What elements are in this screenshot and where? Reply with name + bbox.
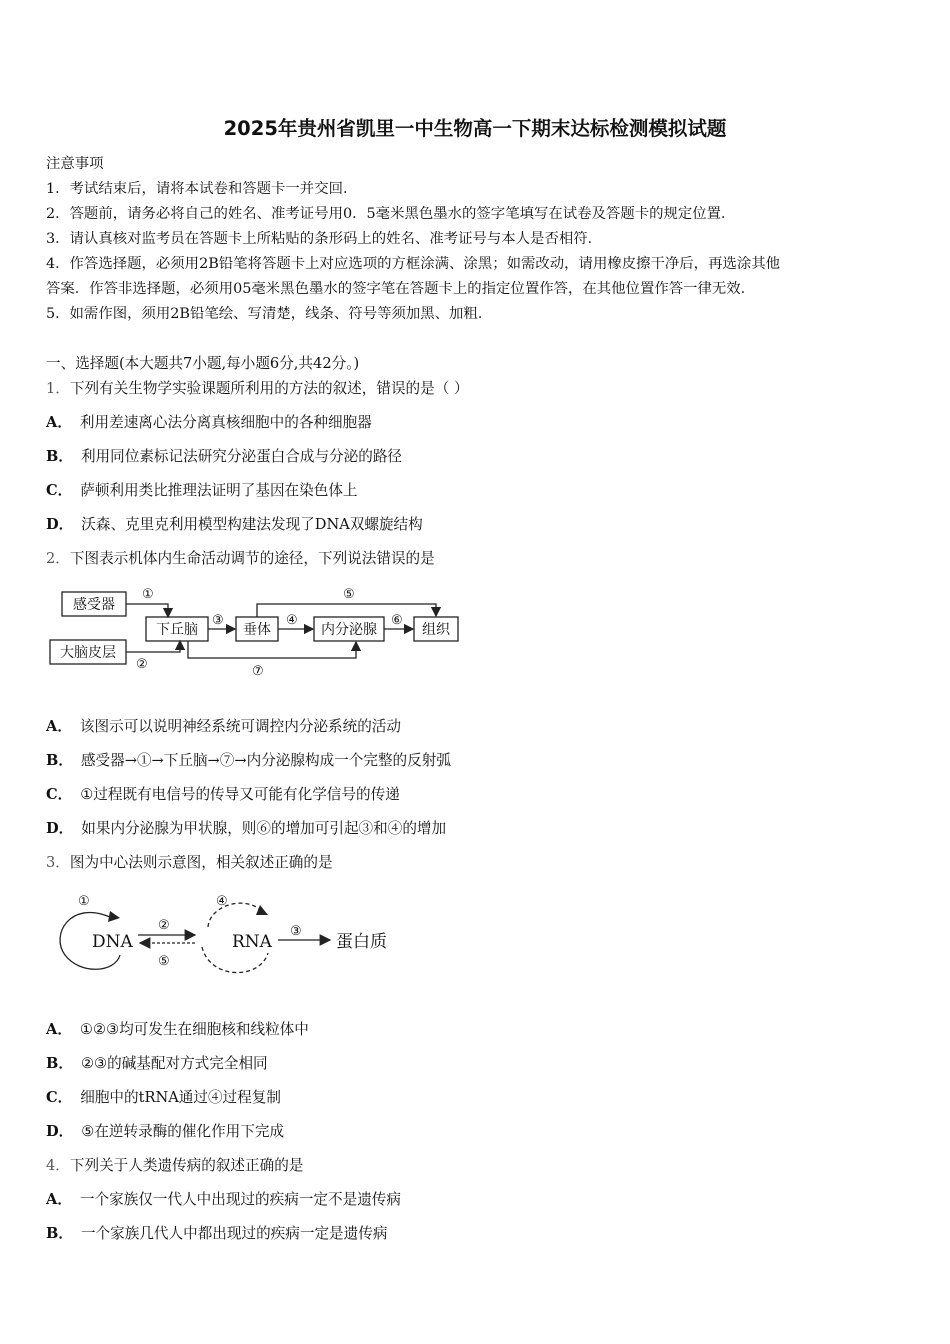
option-letter: B．: [46, 752, 73, 769]
arrow-label-4: ④: [286, 613, 298, 628]
notice-item: 4．作答选择题，必须用2B铅笔将答题卡上对应选项的方框涂满、涂黑；如需改动，请用橡皮擦干净后，再选涂其他: [46, 256, 781, 272]
option-letter: D．: [46, 516, 74, 533]
arrow-label-2: ②: [136, 657, 148, 672]
option-text: 一个家族仅一代人中出现过的疾病一定不是遗传病: [79, 1191, 401, 1208]
option-letter: D．: [46, 820, 74, 837]
page-title: 2025年贵州省凯里一中生物高一下期末达标检测模拟试题: [223, 117, 727, 140]
label-pituitary: 垂体: [243, 622, 271, 638]
option-c: [46, 479, 358, 500]
arrow-label-6: ⑥: [391, 613, 403, 628]
option-a: [46, 411, 372, 432]
notice-heading: 注意事项: [46, 156, 104, 172]
option-a: [46, 1188, 401, 1209]
question-stem: 图为中心法则示意图，相关叙述正确的是: [69, 854, 333, 871]
question-4: [46, 1154, 303, 1175]
arrow-2: [126, 641, 180, 652]
option-c: [46, 783, 400, 804]
arrow-label-2: ②: [158, 918, 170, 933]
question-stem: 下列有关生物学实验课题所利用的方法的叙述，错误的是（ ）: [69, 380, 469, 397]
option-letter: C．: [46, 786, 73, 803]
option-text: 感受器→①→下丘脑→⑦→内分泌腺构成一个完整的反射弧: [80, 752, 451, 769]
notice-item: 1．考试结束后，请将本试卷和答题卡一并交回．: [46, 181, 358, 197]
option-a: [46, 1018, 309, 1039]
option-letter: A．: [46, 414, 72, 431]
option-d: [46, 1120, 284, 1141]
arrow-1: [126, 604, 168, 617]
option-letter: C．: [46, 1089, 73, 1106]
option-text: ①过程既有电信号的传导又可能有化学信号的传递: [80, 786, 400, 803]
notice-item: 2．答题前，请务必将自己的姓名、准考证号用0．5毫米黑色墨水的签字笔填写在试卷及答题卡的规定位置．: [46, 206, 736, 222]
option-text: 该图示可以说明神经系统可调控内分泌系统的活动: [79, 718, 401, 735]
question-2: [46, 547, 435, 568]
option-text: 萨顿利用类比推理法证明了基因在染色体上: [80, 482, 358, 499]
question-stem: 下图表示机体内生命活动调节的途径，下列说法错误的是: [69, 550, 435, 567]
option-letter: B．: [46, 1225, 73, 1242]
option-b: [46, 749, 451, 770]
option-b: [46, 1052, 268, 1073]
notice-item: 5．如需作图，须用2B铅笔绘、写清楚，线条、符号等须加黑、加粗．: [46, 306, 493, 322]
label-cortex: 大脑皮层: [60, 645, 116, 661]
arrow-label-5: ⑤: [343, 587, 355, 602]
label-hypothalamus: 下丘脑: [156, 622, 198, 638]
label-endocrine: 内分泌腺: [321, 622, 377, 638]
arrow-label-5: ⑤: [158, 954, 170, 969]
question-stem: 下列关于人类遗传病的叙述正确的是: [69, 1157, 304, 1174]
arrow-label-1: ①: [78, 894, 90, 909]
arrow-4-head: [256, 905, 268, 915]
option-text: 一个家族几代人中都出现过的疾病一定是遗传病: [80, 1225, 388, 1242]
option-text: 如果内分泌腺为甲状腺，则⑥的增加可引起③和④的增加: [81, 820, 447, 837]
label-dna: DNA: [92, 932, 133, 952]
arrow-label-3: ③: [290, 924, 302, 939]
label-rna: RNA: [232, 932, 272, 952]
question-number: 3．: [46, 854, 70, 871]
option-text: ⑤在逆转录酶的催化作用下完成: [81, 1123, 285, 1140]
arrow-label-3: ③: [212, 613, 224, 628]
notice-item: 3．请认真核对监考员在答题卡上所粘贴的条形码上的姓名、准考证号与本人是否相符．: [46, 231, 603, 247]
question-number: 1．: [46, 380, 70, 397]
option-d: [46, 817, 446, 838]
arrow-5: [257, 604, 436, 617]
option-letter: C．: [46, 482, 73, 499]
notice-item: 答案．作答非选择题，必须用05毫米黑色墨水的签字笔在答题卡上的指定位置作答，在其他位置作答一律无效．: [46, 281, 756, 297]
arrow-label-4: ④: [216, 894, 228, 909]
option-b: [46, 445, 402, 466]
label-receptor: 感受器: [73, 597, 115, 613]
option-text: ①②③均可发生在细胞核和线粒体中: [79, 1021, 309, 1038]
label-tissue: 组织: [422, 622, 450, 638]
central-dogma-diagram: [50, 885, 410, 985]
question-number: 4．: [46, 1157, 70, 1174]
question-3: [46, 851, 333, 872]
option-letter: B．: [46, 448, 73, 465]
question-number: 2．: [46, 550, 70, 567]
option-b: [46, 1222, 387, 1243]
option-c: [46, 1086, 281, 1107]
option-letter: A．: [46, 1021, 72, 1038]
option-letter: A．: [46, 1191, 72, 1208]
section-heading: 一、选择题(本大题共7小题,每小题6分,共42分。): [46, 355, 360, 372]
label-protein: 蛋白质: [336, 932, 387, 952]
option-text: 细胞中的tRNA通过④过程复制: [80, 1089, 281, 1106]
option-text: ②③的碱基配对方式完全相同: [80, 1055, 268, 1072]
regulation-pathway-diagram: [40, 580, 480, 685]
arrow-label-7: ⑦: [252, 664, 264, 679]
question-1: [46, 377, 469, 398]
option-a: [46, 715, 401, 736]
option-d: [46, 513, 423, 534]
arrow-1-head: [108, 911, 120, 922]
arrow-label-1: ①: [142, 587, 154, 602]
arrow-7: [188, 641, 356, 658]
option-letter: A．: [46, 718, 72, 735]
option-letter: D．: [46, 1123, 74, 1140]
option-text: 利用差速离心法分离真核细胞中的各种细胞器: [79, 414, 372, 431]
option-letter: B．: [46, 1055, 73, 1072]
option-text: 沃森、克里克利用模型构建法发现了DNA双螺旋结构: [81, 516, 423, 533]
option-text: 利用同位素标记法研究分泌蛋白合成与分泌的路径: [80, 448, 403, 465]
